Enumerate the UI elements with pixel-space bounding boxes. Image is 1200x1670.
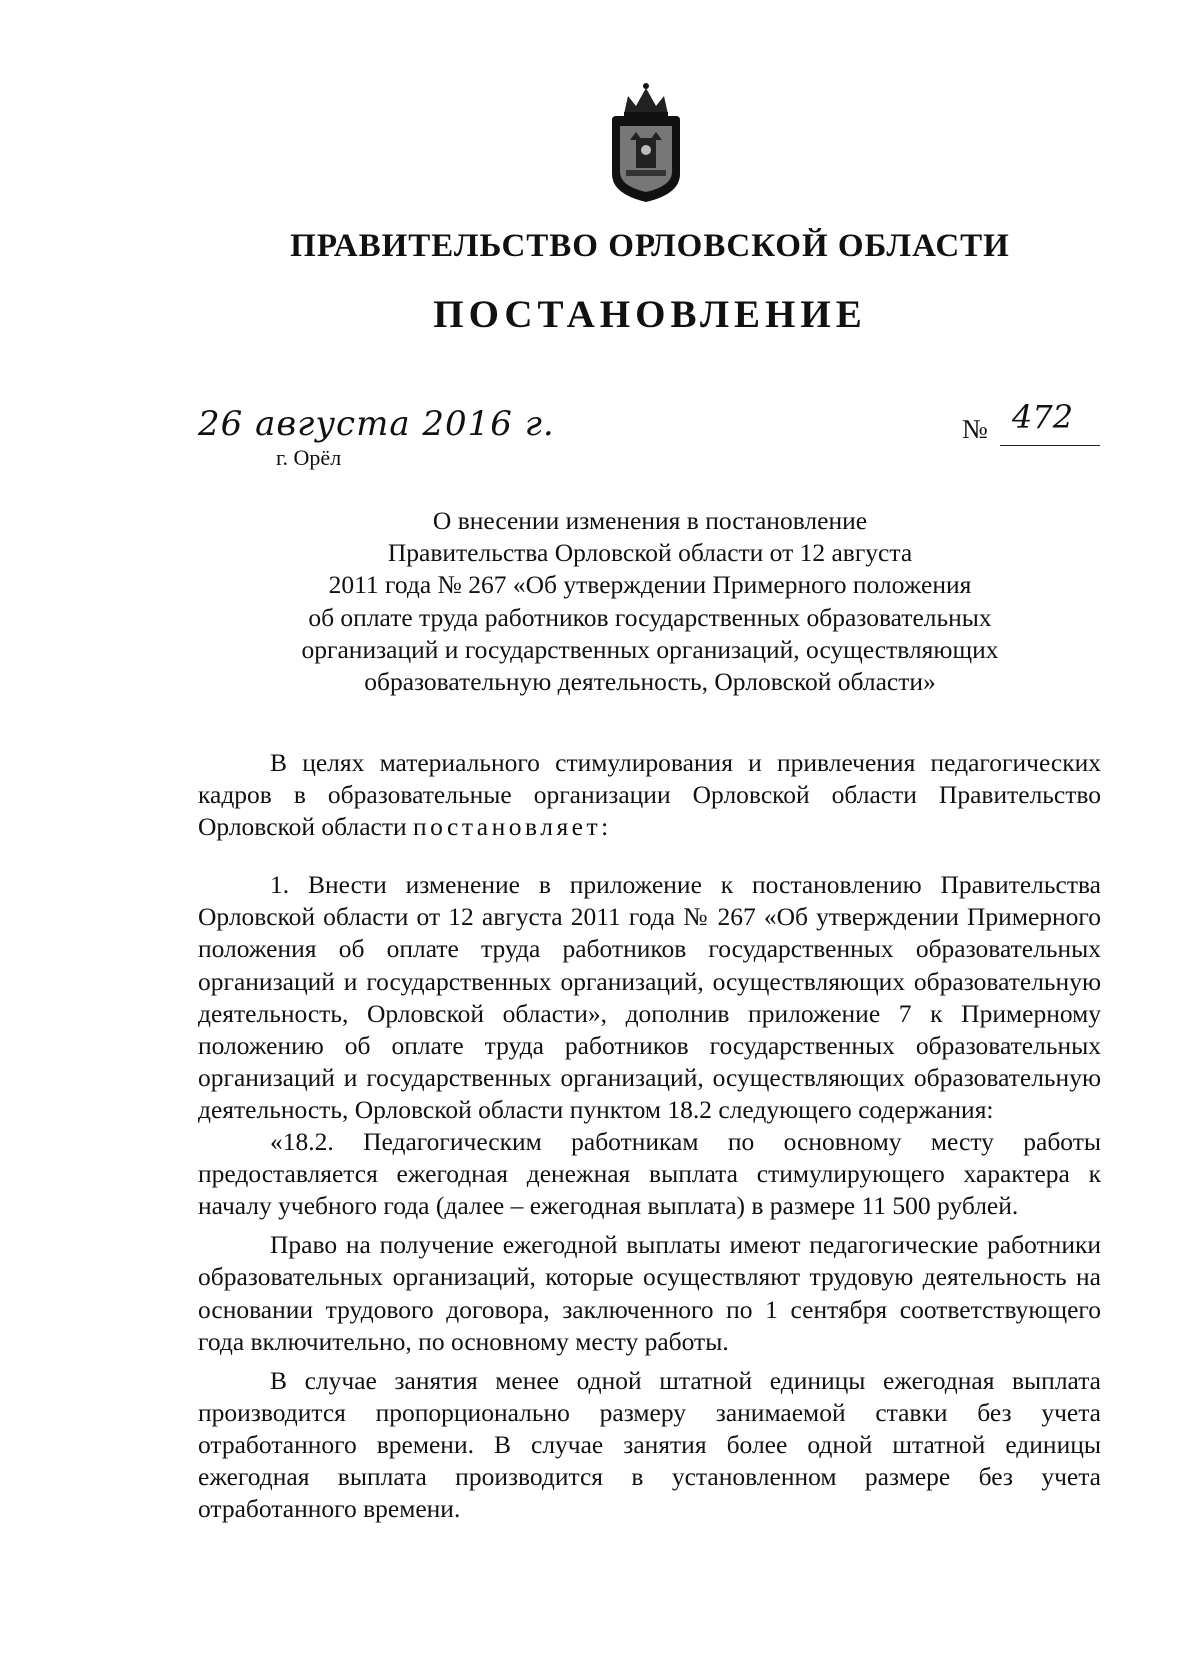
subject-line: О внесении изменения в постановление (432, 506, 868, 535)
city-label: г. Орёл (276, 445, 342, 470)
right-to-payment-paragraph: Право на получение ежегодной выплаты имеют педагогические работники образовательных организаций, которые осуществляют трудовую деятельность на основании трудового договора, заключенного по 1 сентября соответствующего года включительно, по основному месту работы. (198, 1230, 1101, 1356)
document-type-title: ПОСТАНОВЛЕНИЕ (433, 293, 867, 336)
preamble-paragraph (198, 747, 1101, 843)
subject-line: организаций и государственных организаций, осуществляющих (301, 634, 999, 664)
document-body (198, 747, 1101, 1525)
preamble-verb: постановляет: (413, 812, 612, 842)
preamble-text: В целях материального стимулирования и привлечения педагогических кадров в образовательные организации Орловской области Правительство Орловской области (198, 748, 1101, 842)
item-1-paragraph: 1. Внести изменение в приложение к постановлению Правительства Орловской области от 12 августа 2011 года № 267 «Об утверждении Примерного положения об оплате труда работников государственных образовательных организаций и государственных организаций, осуществляющих образовательную деятельность, Орловской области», дополнив приложение 7 к Примерному положению об оплате труда работников государственных образовательных организаций и государственных организаций, осуществляющих образовательную деятельность, Орловской области пунктом 18.2 следующего содержания: (198, 870, 1101, 1124)
handwritten-number: 472 (1012, 398, 1074, 436)
partial-rate-paragraph: В случае занятия менее одной штатной единицы ежегодная выплата производится пропорционально размеру занимаемой ставки без учета отработанного времени. В случае занятия более одной штатной единицы ежегодная выплата производится в установленном размере без учета отработанного времени. (198, 1365, 1101, 1524)
number-label: № (962, 414, 988, 444)
document-subject (250, 505, 1050, 698)
item-18-2-paragraph: «18.2. Педагогическим работникам по основному месту работы предоставляется ежегодная денежная выплата стимулирующего характера к началу учебного года (далее – ежегодная выплата) в размере 11 500 рублей. (198, 1127, 1101, 1221)
government-name: ПРАВИТЕЛЬСТВО ОРЛОВСКОЙ ОБЛАСТИ (290, 228, 1010, 264)
subject-line: 2011 года № 267 «Об утверждении Примерного положения (328, 570, 972, 600)
subject-line: Правительства Орловской области от 12 августа (387, 538, 913, 568)
subject-line: об оплате труда работников государственных образовательных (308, 602, 992, 632)
subject-line: образовательную деятельность, Орловской области» (364, 667, 936, 697)
coat-of-arms-icon (604, 78, 688, 206)
handwritten-date: 26 августа 2016 г. (198, 404, 555, 444)
